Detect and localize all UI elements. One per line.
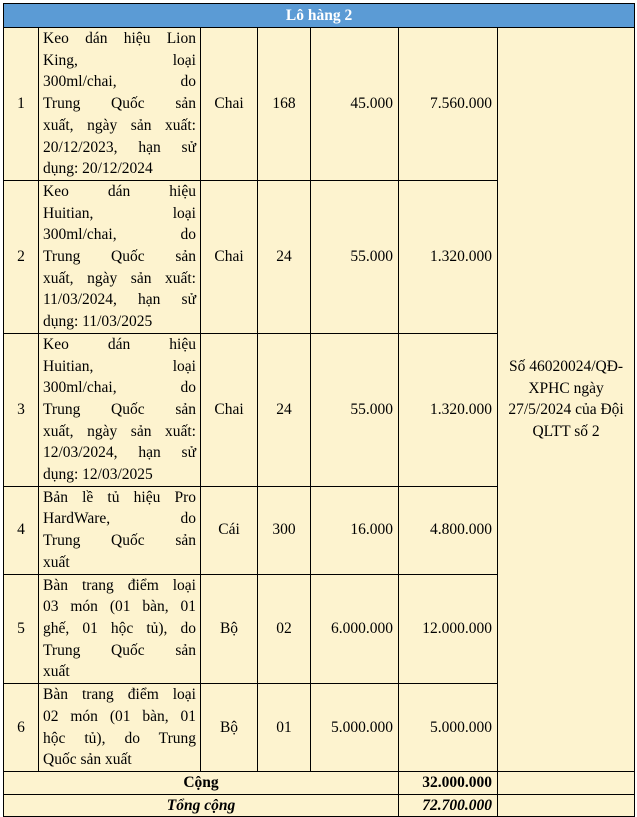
item-description: Keo dán hiệu Huitian, loại 300ml/chai, do Trung Quốc sản xuất, ngày sản xuất: 12/03/2024, hạn sử dụng: 12/03/2025 xyxy=(39,333,201,486)
item-amount: 1.320.000 xyxy=(399,180,498,333)
grand-total-value: 72.700.000 xyxy=(399,794,498,817)
item-unit: Chai xyxy=(201,180,258,333)
grand-total-label: Tổng cộng xyxy=(4,794,399,817)
item-quantity: 24 xyxy=(258,180,311,333)
row-number: 2 xyxy=(4,180,39,333)
item-description: Bản lề tủ hiệu Pro HardWare, do Trung Quốc sản xuất xyxy=(39,486,201,574)
item-unit: Chai xyxy=(201,333,258,486)
item-unit-price: 5.000.000 xyxy=(311,684,399,772)
row-number: 4 xyxy=(4,486,39,574)
subtotal-row xyxy=(4,771,635,794)
subtotal-value: 32.000.000 xyxy=(399,771,498,794)
item-quantity: 168 xyxy=(258,28,311,181)
item-quantity: 01 xyxy=(258,684,311,772)
item-quantity: 02 xyxy=(258,574,311,684)
item-unit: Cái xyxy=(201,486,258,574)
shipment-table xyxy=(3,3,635,817)
item-unit: Chai xyxy=(201,28,258,181)
item-unit: Bộ xyxy=(201,684,258,772)
item-unit-price: 6.000.000 xyxy=(311,574,399,684)
item-unit: Bộ xyxy=(201,574,258,684)
table-row xyxy=(4,28,635,181)
penalty-decision: Số 46020024/QĐ- XPHC ngày 27/5/2024 của Đội QLTT số 2 xyxy=(498,28,635,772)
item-amount: 1.320.000 xyxy=(399,333,498,486)
item-amount: 7.560.000 xyxy=(399,28,498,181)
item-quantity: 300 xyxy=(258,486,311,574)
item-unit-price: 45.000 xyxy=(311,28,399,181)
item-description: Keo dán hiệu Huitian, loại 300ml/chai, do Trung Quốc sản xuất, ngày sản xuất: 11/03/2024, hạn sử dụng: 11/03/2025 xyxy=(39,180,201,333)
row-number: 1 xyxy=(4,28,39,181)
item-unit-price: 55.000 xyxy=(311,333,399,486)
item-quantity: 24 xyxy=(258,333,311,486)
item-amount: 12.000.000 xyxy=(399,574,498,684)
table-title: Lô hàng 2 xyxy=(4,4,635,28)
item-unit-price: 55.000 xyxy=(311,180,399,333)
item-description: Bàn trang điểm loại 03 món (01 bàn, 01 ghế, 01 hộc tủ), do Trung Quốc sản xuất xyxy=(39,574,201,684)
item-unit-price: 16.000 xyxy=(311,486,399,574)
item-description: Bàn trang điểm loại 02 món (01 bàn, 01 hộc tủ), do Trung Quốc sản xuất xyxy=(39,684,201,772)
grand-total-empty-cell xyxy=(498,794,635,817)
item-amount: 4.800.000 xyxy=(399,486,498,574)
item-description: Keo dán hiệu Lion King, loại 300ml/chai, do Trung Quốc sản xuất, ngày sản xuất: 20/12/2023, hạn sử dụng: 20/12/2024 xyxy=(39,28,201,181)
item-amount: 5.000.000 xyxy=(399,684,498,772)
row-number: 6 xyxy=(4,684,39,772)
subtotal-label: Cộng xyxy=(4,771,399,794)
subtotal-empty-cell xyxy=(498,771,635,794)
grand-total-row xyxy=(4,794,635,817)
row-number: 3 xyxy=(4,333,39,486)
row-number: 5 xyxy=(4,574,39,684)
